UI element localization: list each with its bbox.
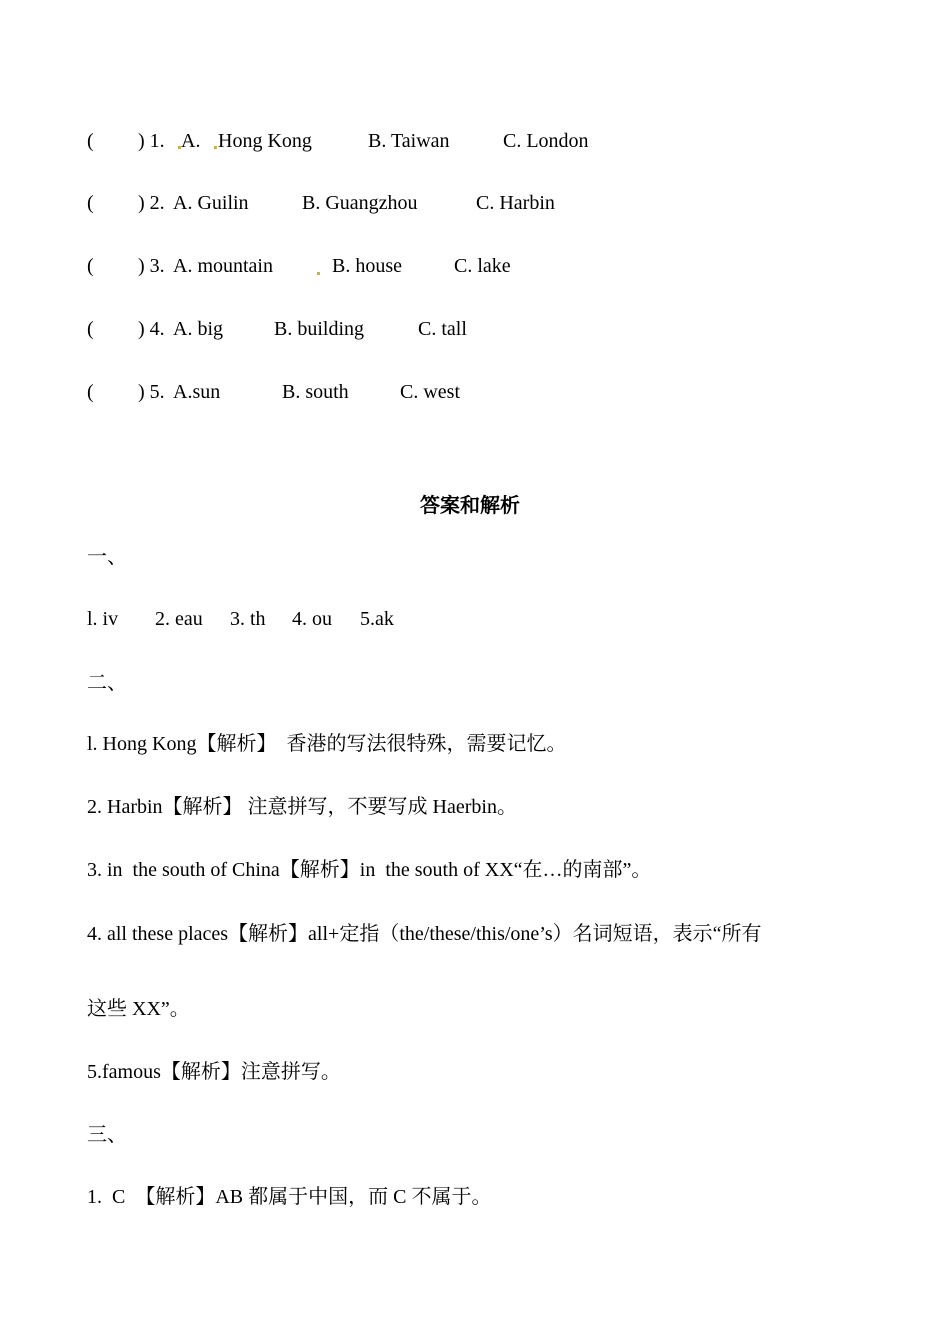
option-b: B. building: [274, 318, 365, 340]
answer-blank-open: (: [87, 130, 94, 152]
answer-item: 5.ak: [360, 608, 394, 630]
option-a: A. mountain: [173, 255, 273, 277]
answers-title: 答案和解析: [420, 495, 520, 517]
question-number: ) 5.: [138, 381, 165, 403]
explanation-line: 5.famous【解析】注意拼写。: [87, 1061, 341, 1083]
option-c: C. London: [503, 130, 589, 152]
option-a: A.: [181, 130, 201, 152]
answer-blank-open: (: [87, 318, 94, 340]
question-number: ) 1.: [138, 130, 165, 152]
option-c: C. west: [400, 381, 460, 403]
answer-blank-open: (: [87, 255, 94, 277]
option-b: B. Taiwan: [368, 130, 450, 152]
answer-item: 4. ou: [292, 608, 332, 630]
question-number: ) 2.: [138, 192, 165, 214]
marker-dot: [317, 272, 320, 275]
marker-dot: [214, 146, 217, 149]
section-heading-3: 三、: [87, 1124, 127, 1146]
section-heading-1: 一、: [87, 546, 127, 568]
option-b: B. south: [282, 381, 349, 403]
explanation-line: 1. C 【解析】AB 都属于中国，而 C 不属于。: [87, 1186, 492, 1208]
option-a: A. big: [173, 318, 223, 340]
explanation-line: 2. Harbin【解析】 注意拼写，不要写成 Haerbin。: [87, 796, 517, 818]
section-heading-2: 二、: [87, 672, 127, 694]
option-c: C. lake: [454, 255, 511, 277]
answer-blank-open: (: [87, 381, 94, 403]
answer-item: 3. th: [230, 608, 266, 630]
explanation-line: 3. in the south of China【解析】in the south of XX“在…的南部”。: [87, 859, 652, 881]
answer-item: 2. eau: [155, 608, 203, 630]
explanation-line: 4. all these places【解析】all+定指（the/these/this/one’s）名词短语，表示“所有: [87, 923, 762, 945]
option-c: C. Harbin: [476, 192, 555, 214]
option-a-text: Hong Kong: [218, 130, 312, 152]
option-c: C. tall: [418, 318, 467, 340]
answer-item: l. iv: [87, 608, 119, 630]
option-a: A. Guilin: [173, 192, 249, 214]
explanation-line: 这些 XX”。: [87, 998, 190, 1020]
question-number: ) 4.: [138, 318, 165, 340]
question-number: ) 3.: [138, 255, 165, 277]
option-a: A.sun: [173, 381, 221, 403]
explanation-line: l. Hong Kong【解析】 香港的写法很特殊，需要记忆。: [87, 733, 567, 755]
option-b: B. house: [332, 255, 402, 277]
answer-blank-open: (: [87, 192, 94, 214]
option-b: B. Guangzhou: [302, 192, 418, 214]
